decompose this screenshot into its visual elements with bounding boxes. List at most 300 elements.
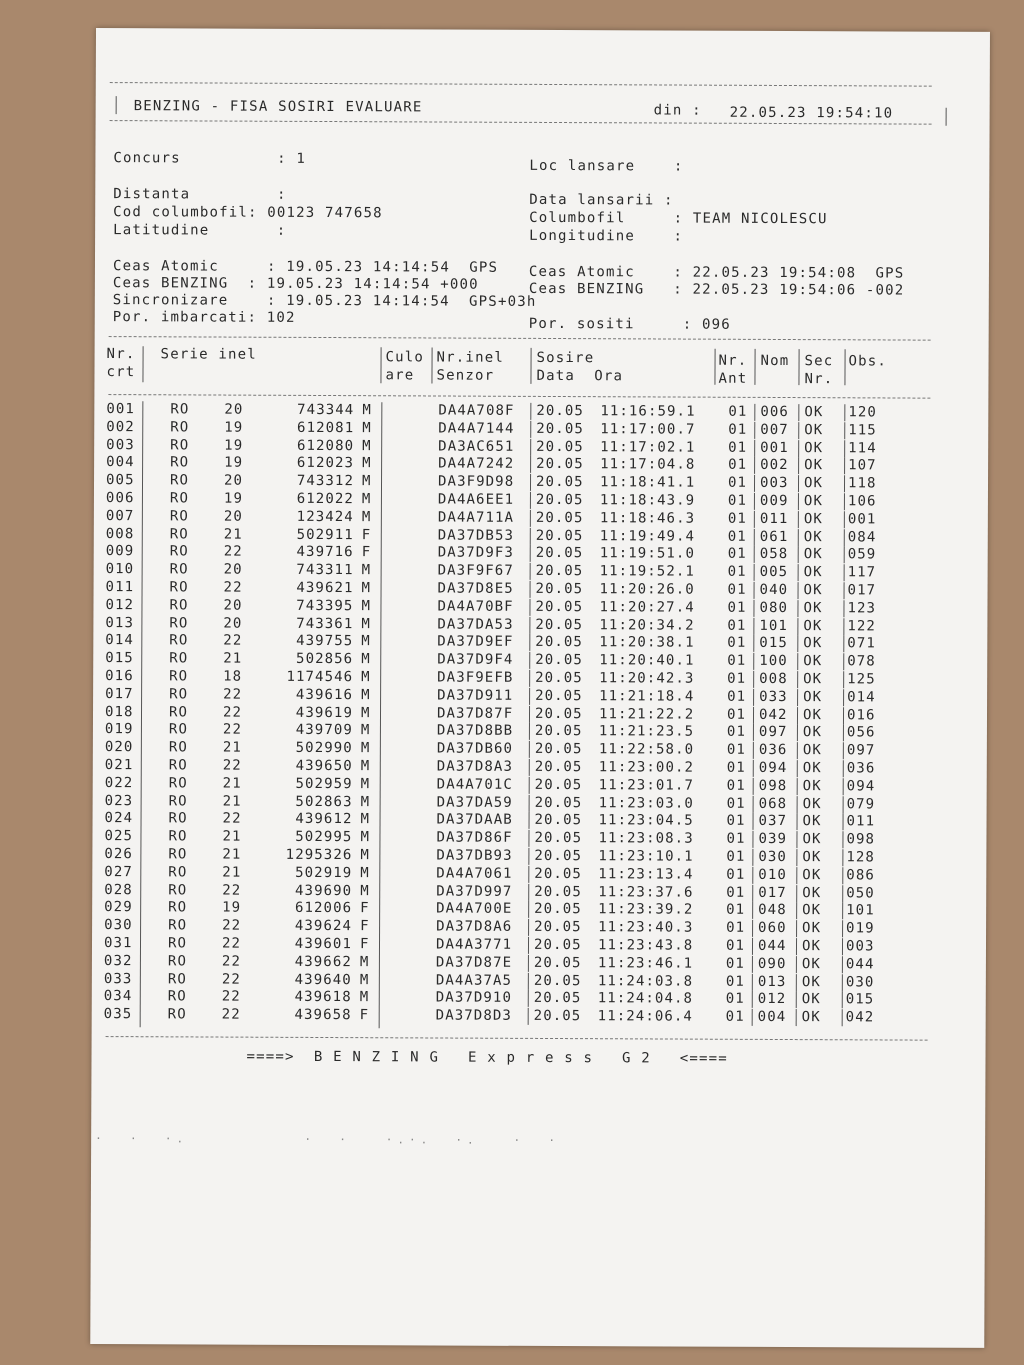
cell-date: 20.05 — [534, 794, 583, 811]
column-border — [797, 742, 798, 759]
cell-sec: OK — [802, 902, 822, 919]
cell-obs: 123 — [847, 600, 877, 617]
cell-sex: M — [360, 758, 371, 775]
column-border — [844, 547, 845, 564]
cell-nom: 006 — [760, 403, 789, 421]
cell-sex: M — [361, 562, 372, 579]
cell-nr-crt: 035 — [103, 1006, 133, 1023]
cell-nr-ant: 01 — [728, 439, 748, 456]
column-border — [753, 617, 754, 634]
cell-time: 11:20:40.1 — [599, 652, 695, 669]
cell-nom: 048 — [758, 902, 787, 919]
column-border — [528, 955, 529, 972]
cell-country: RO — [169, 490, 190, 507]
header-sosire: Data Ora — [536, 367, 624, 385]
cell-ring-number: 502911 — [296, 526, 354, 543]
column-border — [844, 582, 845, 599]
cell-sec: OK — [802, 884, 822, 901]
column-border — [753, 778, 754, 795]
cell-country: RO — [168, 917, 188, 934]
cell-sec: OK — [803, 582, 823, 599]
header-sosire: Sosire — [536, 349, 595, 367]
cell-year: 22 — [222, 882, 242, 899]
cell-country: RO — [168, 775, 188, 792]
cell-obs: 084 — [847, 528, 877, 545]
column-border — [753, 689, 754, 706]
columbofil-field: Columbofil : TEAM NICOLESCU — [529, 209, 828, 228]
print-specks: · · ·. · · ·.·. ·. · · — [95, 1132, 561, 1148]
column-border — [798, 511, 799, 528]
cell-date: 20.05 — [535, 669, 583, 687]
column-border — [752, 973, 753, 990]
latitudine-field: Latitudine : — [113, 222, 287, 239]
column-border — [843, 689, 844, 706]
cell-obs: 014 — [847, 689, 876, 706]
column-border — [796, 849, 797, 866]
cell-sensor: DA37D8A3 — [436, 758, 514, 775]
cell-year: 20 — [223, 615, 243, 632]
cell-obs: 059 — [847, 546, 877, 563]
column-border — [142, 346, 143, 382]
cell-sensor: DA4A708F — [438, 402, 515, 419]
cell-date: 20.05 — [536, 420, 584, 437]
column-border — [530, 403, 531, 420]
cell-nr-ant: 01 — [726, 919, 746, 936]
column-border — [753, 671, 754, 688]
cell-nr-ant: 01 — [727, 652, 747, 669]
cell-sec: OK — [802, 813, 822, 830]
divider — [108, 394, 930, 399]
cell-nom: 080 — [759, 599, 789, 616]
cell-nom: 001 — [760, 439, 789, 456]
cell-sec: OK — [802, 849, 822, 866]
column-border — [844, 404, 845, 421]
column-border — [844, 475, 845, 492]
column-border — [529, 794, 530, 811]
column-border — [844, 349, 845, 385]
cell-country: RO — [168, 703, 189, 720]
column-border — [754, 564, 755, 581]
cell-time: 11:23:01.7 — [598, 776, 695, 794]
cell-nr-ant: 01 — [727, 688, 747, 705]
cell-ring-number: 439658 — [294, 1006, 352, 1024]
cell-year: 19 — [224, 419, 244, 436]
header-nr-crt: Nr. — [106, 346, 136, 363]
cell-nom: 015 — [759, 635, 788, 652]
column-border — [530, 348, 531, 384]
cell-sex: M — [359, 971, 370, 988]
cell-ring-number: 439621 — [296, 579, 354, 597]
cell-date: 20.05 — [535, 652, 583, 669]
cell-year: 22 — [222, 721, 243, 738]
cell-date: 20.05 — [535, 687, 583, 704]
cell-sex: F — [360, 918, 370, 935]
cell-date: 20.05 — [534, 705, 583, 722]
concurs-field: Concurs : 1 — [113, 150, 307, 167]
column-border — [528, 848, 529, 865]
border — [116, 96, 117, 114]
cell-year: 20 — [224, 401, 244, 418]
cell-ring-number: 502959 — [295, 775, 353, 792]
header-obs: Obs. — [848, 353, 888, 370]
cell-nr-crt: 021 — [104, 756, 134, 774]
cell-country: RO — [169, 561, 189, 578]
cell-sex: F — [361, 544, 372, 561]
cell-country: RO — [168, 846, 188, 863]
cell-date: 20.05 — [534, 901, 582, 918]
cell-time: 11:23:13.4 — [598, 865, 694, 883]
column-border — [843, 618, 844, 635]
column-border — [529, 777, 530, 794]
cell-date: 20.05 — [536, 402, 585, 420]
cell-nom: 008 — [759, 670, 788, 687]
cell-ring-number: 743312 — [296, 473, 355, 490]
cell-country: RO — [169, 614, 189, 631]
cell-sensor: DA3F9D98 — [437, 473, 515, 491]
column-border — [842, 974, 843, 991]
column-border — [754, 349, 755, 385]
cell-ring-number: 439612 — [295, 811, 353, 828]
column-border — [798, 582, 799, 599]
cell-sec: OK — [802, 920, 822, 937]
cell-country: RO — [170, 419, 190, 436]
cell-obs: 015 — [845, 991, 875, 1008]
cell-sensor: DA4A3771 — [435, 936, 513, 953]
cell-nr-crt: 025 — [104, 828, 134, 845]
column-border — [842, 938, 843, 955]
cell-nom: 010 — [758, 866, 787, 883]
column-border — [529, 652, 530, 669]
column-border — [796, 991, 797, 1008]
cell-date: 20.05 — [536, 438, 584, 455]
loc-lansare-field: Loc lansare : — [529, 157, 684, 175]
cell-sec: OK — [802, 831, 822, 848]
cell-sex: M — [361, 508, 372, 525]
cell-country: RO — [169, 668, 189, 685]
cell-obs: 120 — [848, 404, 877, 421]
report-date: 22.05.23 19:54:10 — [729, 104, 894, 122]
cell-nr-ant: 01 — [727, 528, 747, 545]
column-border — [796, 1009, 797, 1026]
cell-sec: OK — [803, 671, 823, 688]
cell-date: 20.05 — [535, 545, 584, 562]
column-border — [754, 493, 755, 510]
column-border — [796, 902, 797, 919]
cell-nom: 009 — [759, 492, 789, 510]
column-border — [752, 867, 753, 884]
cell-nr-crt: 023 — [104, 792, 134, 809]
cell-country: RO — [169, 650, 189, 667]
column-border — [843, 725, 844, 742]
cell-nr-crt: 026 — [104, 845, 134, 863]
distanta-field: Distanta : — [113, 186, 287, 203]
column-border — [842, 885, 843, 902]
column-border — [842, 920, 843, 937]
cell-nr-crt: 007 — [105, 507, 135, 524]
cell-nr-ant: 01 — [728, 403, 748, 420]
column-border — [528, 919, 529, 936]
cell-obs: 050 — [846, 884, 875, 901]
cell-country: RO — [167, 935, 188, 952]
cell-sex: M — [359, 953, 370, 970]
cell-sex: F — [360, 900, 370, 917]
cell-date: 20.05 — [533, 1008, 582, 1025]
cell-nr-crt: 022 — [104, 774, 134, 791]
cell-sensor: DA4A7242 — [438, 455, 515, 473]
divider — [109, 336, 931, 341]
column-border — [843, 760, 844, 777]
column-border — [754, 582, 755, 599]
cell-ring-number: 439624 — [294, 917, 353, 935]
cell-sex: F — [361, 526, 372, 543]
por-sositi-field: Por. sositi : 096 — [528, 315, 731, 333]
cell-obs: 001 — [847, 511, 877, 528]
cell-nr-ant: 01 — [727, 474, 748, 492]
column-border — [796, 885, 797, 902]
cell-ring-number: 502856 — [296, 651, 354, 668]
column-border — [752, 920, 753, 937]
cell-sensor: DA37D8D3 — [435, 1007, 512, 1024]
cell-sensor: DA3F9EFB — [437, 669, 514, 686]
column-border — [843, 636, 844, 653]
column-border — [530, 563, 531, 580]
column-border — [796, 920, 797, 937]
cell-nr-ant: 01 — [728, 421, 748, 438]
cell-year: 21 — [222, 846, 242, 863]
table-row — [102, 1006, 932, 1027]
cell-nr-crt: 030 — [104, 917, 133, 934]
cell-country: RO — [169, 597, 189, 614]
cell-nr-ant: 01 — [727, 599, 747, 616]
cell-country: RO — [169, 543, 189, 560]
column-border — [754, 475, 755, 492]
cell-sex: M — [361, 597, 372, 614]
cell-sec: OK — [802, 706, 823, 723]
cell-ring-number: 439709 — [295, 722, 353, 739]
cell-time: 11:19:51.0 — [599, 545, 696, 562]
cell-nom: 036 — [758, 742, 788, 759]
column-border — [530, 545, 531, 562]
column-border — [753, 724, 754, 741]
cell-date: 20.05 — [535, 509, 584, 526]
column-border — [842, 903, 843, 920]
cell-sex: M — [360, 829, 371, 846]
cell-obs: 036 — [846, 760, 876, 777]
cell-country: RO — [169, 632, 189, 649]
column-border — [528, 866, 529, 883]
column-border — [796, 938, 797, 955]
cell-nom: 058 — [759, 546, 789, 563]
cell-country: RO — [169, 579, 189, 596]
cell-obs: 118 — [847, 475, 877, 492]
column-border — [752, 884, 753, 901]
cell-nr-ant: 01 — [725, 1008, 745, 1025]
cell-time: 11:17:02.1 — [600, 438, 696, 456]
cell-time: 11:23:03.0 — [598, 794, 694, 812]
cell-sensor: DA37DAAB — [436, 811, 513, 829]
cell-time: 11:18:43.9 — [599, 492, 696, 509]
column-border — [530, 527, 531, 544]
footer-brand: ====> B E N Z I N G E x p r e s s G 2 <==== — [246, 1048, 728, 1067]
cell-country: RO — [168, 881, 188, 898]
cell-time: 11:23:40.3 — [598, 919, 694, 936]
column-border — [797, 813, 798, 830]
cell-nr-crt: 008 — [105, 525, 135, 542]
column-border — [796, 867, 797, 884]
cell-obs: 086 — [846, 867, 875, 884]
cell-nr-crt: 032 — [103, 952, 133, 969]
cell-sensor: DA37D8A6 — [436, 918, 513, 935]
cell-obs: 042 — [845, 1009, 875, 1026]
cell-date: 20.05 — [536, 456, 584, 473]
column-border — [798, 440, 799, 457]
cell-country: RO — [168, 792, 188, 809]
cell-sensor: DA37DB93 — [436, 847, 513, 864]
header-sec: Nr. — [804, 371, 834, 388]
cell-sensor: DA37DB53 — [437, 527, 515, 544]
printed-sheet — [90, 28, 990, 1348]
cell-nr-crt: 033 — [103, 970, 133, 987]
cell-time: 11:20:27.4 — [599, 598, 695, 616]
cell-nom: 033 — [759, 688, 788, 705]
cell-obs: 117 — [847, 564, 877, 581]
cell-year: 22 — [222, 810, 242, 827]
cell-sex: M — [360, 882, 370, 899]
cell-sensor: DA3AC651 — [438, 438, 515, 455]
cell-ring-number: 1174546 — [286, 668, 354, 686]
cell-nr-ant: 01 — [726, 777, 746, 794]
column-border — [844, 529, 845, 546]
cell-sex: M — [360, 775, 371, 792]
cell-nom: 098 — [758, 777, 788, 794]
cell-sec: OK — [802, 795, 822, 812]
cell-year: 21 — [222, 739, 242, 756]
header-nom: Nom — [760, 352, 790, 370]
cell-year: 21 — [222, 775, 242, 792]
column-border — [796, 974, 797, 991]
cell-sec: OK — [801, 1009, 821, 1026]
cell-nr-ant: 01 — [727, 635, 747, 652]
cell-date: 20.05 — [535, 474, 584, 491]
cell-obs: 114 — [848, 439, 877, 457]
cell-ring-number: 439601 — [294, 935, 353, 953]
cell-year: 22 — [222, 917, 242, 934]
cell-country: RO — [168, 810, 188, 827]
cell-nr-ant: 01 — [725, 991, 745, 1008]
cell-obs: 115 — [848, 422, 877, 439]
cell-obs: 106 — [847, 493, 877, 510]
column-border — [380, 347, 381, 383]
longitudine-field: Longitudine : — [529, 227, 684, 245]
cell-date: 20.05 — [533, 990, 582, 1007]
cell-nr-ant: 01 — [726, 759, 746, 776]
column-border — [530, 438, 531, 455]
cell-ring-number: 1295326 — [285, 846, 353, 864]
cell-sex: M — [361, 615, 371, 632]
cell-nom: 004 — [757, 1008, 787, 1026]
ceas-atomic-end: Ceas Atomic : 22.05.23 19:54:08 GPS — [528, 263, 905, 282]
cell-sec: OK — [803, 475, 824, 492]
cell-nom: 017 — [758, 884, 787, 901]
header-sec: Sec — [804, 353, 834, 370]
cell-sensor: DA37D997 — [436, 883, 513, 900]
cell-nr-ant: 01 — [728, 457, 748, 474]
cell-sex: F — [359, 936, 370, 953]
column-border — [798, 422, 799, 439]
column-border — [843, 653, 844, 670]
header-culoare: Culo — [385, 349, 425, 366]
cell-date: 20.05 — [534, 723, 583, 740]
column-border — [796, 956, 797, 973]
cell-sex: F — [359, 1007, 370, 1024]
cell-time: 11:23:37.6 — [598, 883, 694, 901]
cell-date: 20.05 — [534, 776, 583, 793]
cell-year: 22 — [221, 1006, 241, 1023]
cell-time: 11:23:08.3 — [598, 830, 694, 847]
cell-sex: M — [361, 633, 371, 650]
cell-nr-crt: 003 — [106, 436, 135, 453]
column-border — [797, 724, 798, 741]
cell-date: 20.05 — [535, 491, 584, 509]
cell-year: 22 — [221, 971, 241, 988]
column-border — [843, 600, 844, 617]
cell-date: 20.05 — [535, 616, 584, 633]
cell-sex: M — [360, 740, 371, 757]
cell-sensor: DA37DB60 — [436, 740, 514, 757]
cell-nr-crt: 031 — [103, 934, 133, 952]
cell-sensor: DA4A70BF — [437, 598, 514, 615]
column-border — [752, 849, 753, 866]
cell-nom: 044 — [757, 937, 787, 954]
cell-sec: OK — [803, 688, 823, 705]
cell-sec: OK — [803, 635, 823, 652]
column-border — [843, 742, 844, 759]
cell-ring-number: 612080 — [296, 437, 355, 454]
cell-sex: M — [361, 580, 372, 597]
column-border — [752, 938, 753, 955]
column-border — [752, 956, 753, 973]
cell-obs: 003 — [845, 938, 875, 955]
cell-ring-number: 439616 — [295, 686, 354, 703]
cell-time: 11:16:59.1 — [600, 403, 696, 420]
cell-year: 19 — [223, 490, 244, 507]
column-border — [752, 991, 753, 1008]
cell-ring-number: 439755 — [296, 633, 354, 650]
column-border — [797, 689, 798, 706]
column-border — [529, 705, 530, 722]
cell-time: 11:17:04.8 — [600, 456, 696, 474]
column-border — [714, 349, 715, 385]
cell-sensor: DA3F9F67 — [437, 562, 514, 580]
column-border — [753, 742, 754, 759]
cell-obs: 079 — [846, 795, 876, 812]
cell-year: 22 — [223, 543, 243, 561]
cell-obs: 030 — [845, 973, 875, 990]
cell-country: RO — [168, 757, 188, 774]
cell-nom: 101 — [759, 617, 789, 634]
column-border — [529, 723, 530, 740]
cell-nr-ant: 01 — [726, 741, 746, 758]
cell-country: RO — [170, 436, 190, 454]
column-border — [842, 831, 843, 848]
cell-country: RO — [167, 988, 187, 1005]
cell-sensor: DA37DA53 — [437, 616, 514, 633]
cell-nom: 002 — [760, 457, 789, 474]
cell-nr-ant: 01 — [726, 813, 746, 830]
column-border — [798, 564, 799, 581]
cell-year: 22 — [223, 686, 243, 703]
column-border — [529, 599, 530, 616]
